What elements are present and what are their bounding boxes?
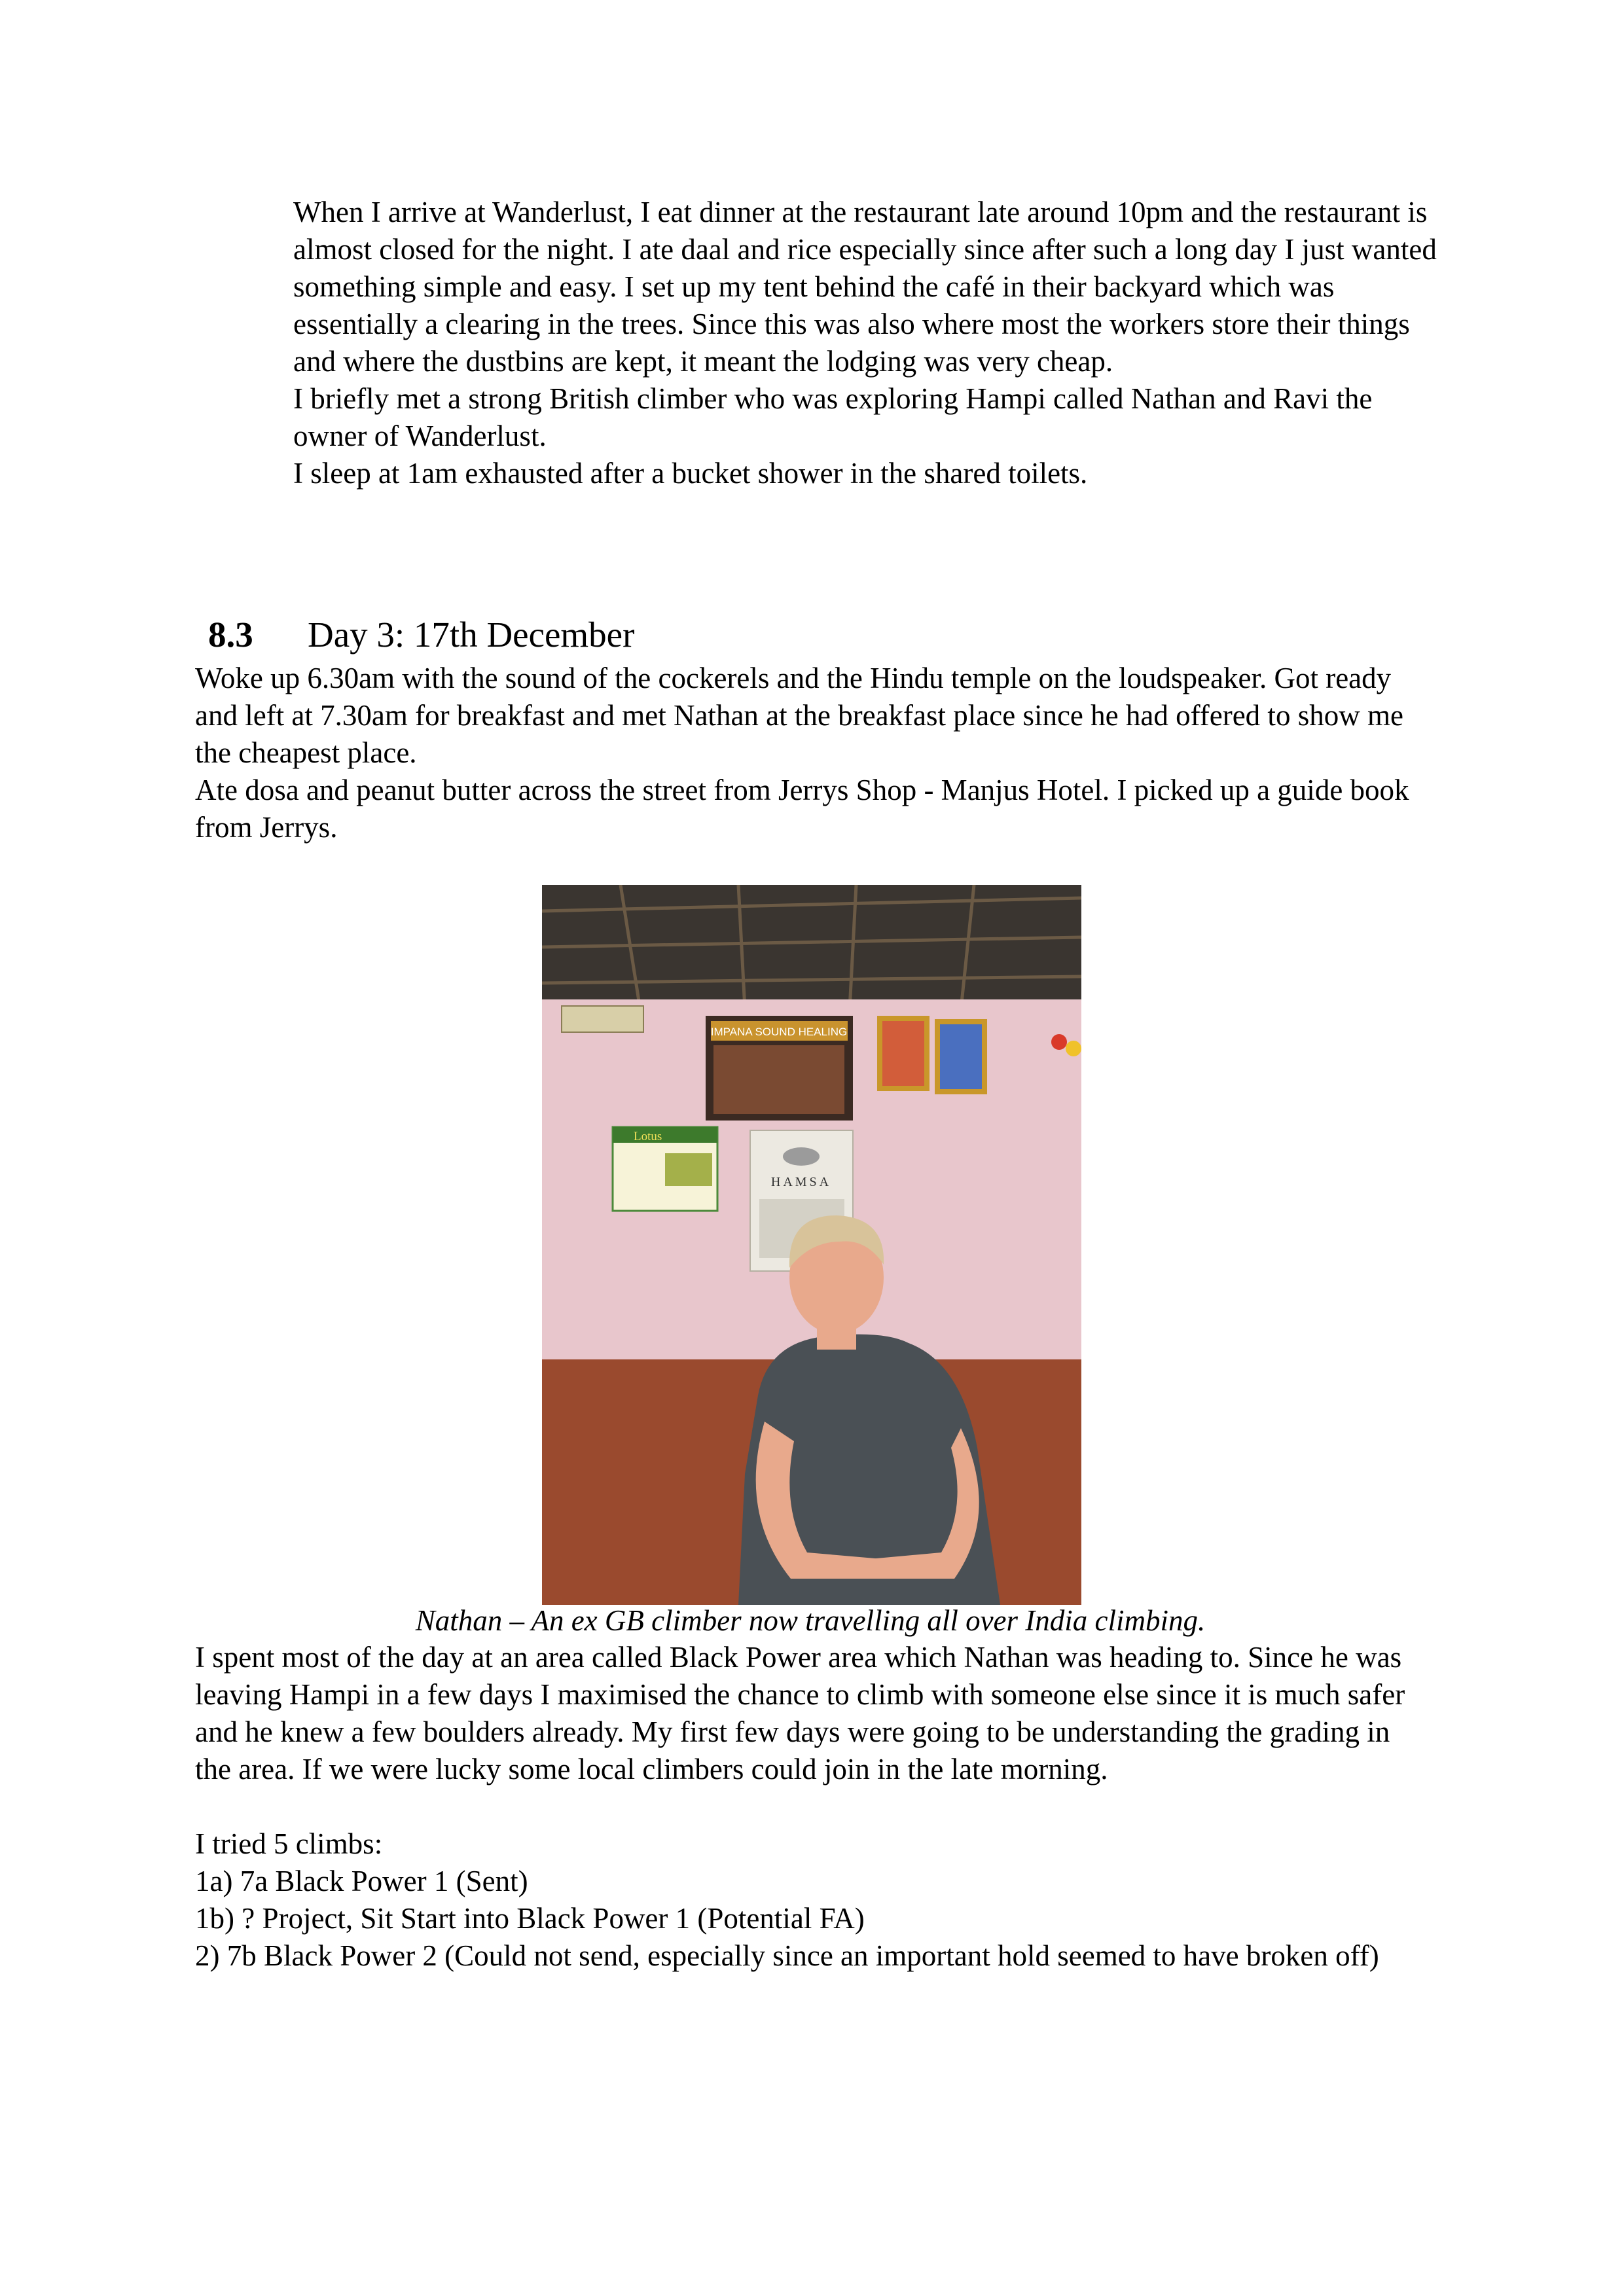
svg-text:HAMSA: HAMSA bbox=[770, 1175, 832, 1189]
section-body bbox=[195, 660, 1426, 846]
paragraph-gap bbox=[195, 1788, 1426, 1825]
poster-sound-healing bbox=[706, 1016, 853, 1121]
poster-lotus bbox=[613, 1127, 717, 1211]
intro-paragraph: When I arrive at Wanderlust, I eat dinner at the restaurant late around 10pm and the restaurant is almost closed for the night. I ate daal and rice especially since after such a long day I just wanted something simple and easy. I set up my tent behind the café in their backyard which was essentially a clearing in the trees. Since this was also where most the workers store their things and where the dustbins are kept, it meant the lodging was very cheap. bbox=[293, 196, 1437, 378]
body-paragraph: I spent most of the day at an area called Black Power area which Nathan was heading to. Since he was leaving Hampi in a few days I maximised the chance to climb with someone else since it is much safer and he knew a few boulders already. My first few days were going to be understanding the grading in the area. If we were lucky some local climbers could join in the late morning. bbox=[195, 1641, 1405, 1785]
climb-item: 1b) ? Project, Sit Start into Black Power 1 (Potential FA) bbox=[195, 1902, 865, 1935]
climb-item: 2) 7b Black Power 2 (Could not send, especially since an important hold seemed to have broken off) bbox=[195, 1939, 1379, 1972]
photo-illustration bbox=[542, 885, 1081, 1605]
photo-caption: Nathan – An ex GB climber now travelling all over India climbing. bbox=[415, 1604, 1206, 1637]
intro-paragraph: I briefly met a strong British climber who was exploring Hampi called Nathan and Ravi the owner of Wanderlust. bbox=[293, 382, 1373, 452]
intro-paragraph: I sleep at 1am exhausted after a bucket shower in the shared toilets. bbox=[293, 457, 1088, 490]
intro-block bbox=[293, 194, 1445, 492]
photo bbox=[542, 885, 1081, 1605]
section-number: 8.3 bbox=[208, 615, 253, 655]
section-paragraph: Ate dosa and peanut butter across the street from Jerrys Shop - Manjus Hotel. I picked up a guide book from Jerrys. bbox=[195, 774, 1409, 844]
svg-text:IMPANA SOUND HEALING: IMPANA SOUND HEALING bbox=[710, 1026, 848, 1038]
svg-text:Lotus: Lotus bbox=[634, 1130, 662, 1143]
section-title: Day 3: 17th December bbox=[308, 615, 635, 655]
climbs-intro: I tried 5 climbs: bbox=[195, 1827, 383, 1860]
switchboard bbox=[562, 1006, 643, 1032]
section-heading bbox=[208, 610, 634, 659]
section-paragraph: Woke up 6.30am with the sound of the cockerels and the Hindu temple on the loudspeaker. Got ready and left at 7.30am for breakfast and met Nathan at the breakfast place since he had offered to show me the cheapest place. bbox=[195, 662, 1403, 769]
climb-item: 1a) 7a Black Power 1 (Sent) bbox=[195, 1865, 528, 1897]
after-photo-text bbox=[195, 1639, 1426, 1975]
